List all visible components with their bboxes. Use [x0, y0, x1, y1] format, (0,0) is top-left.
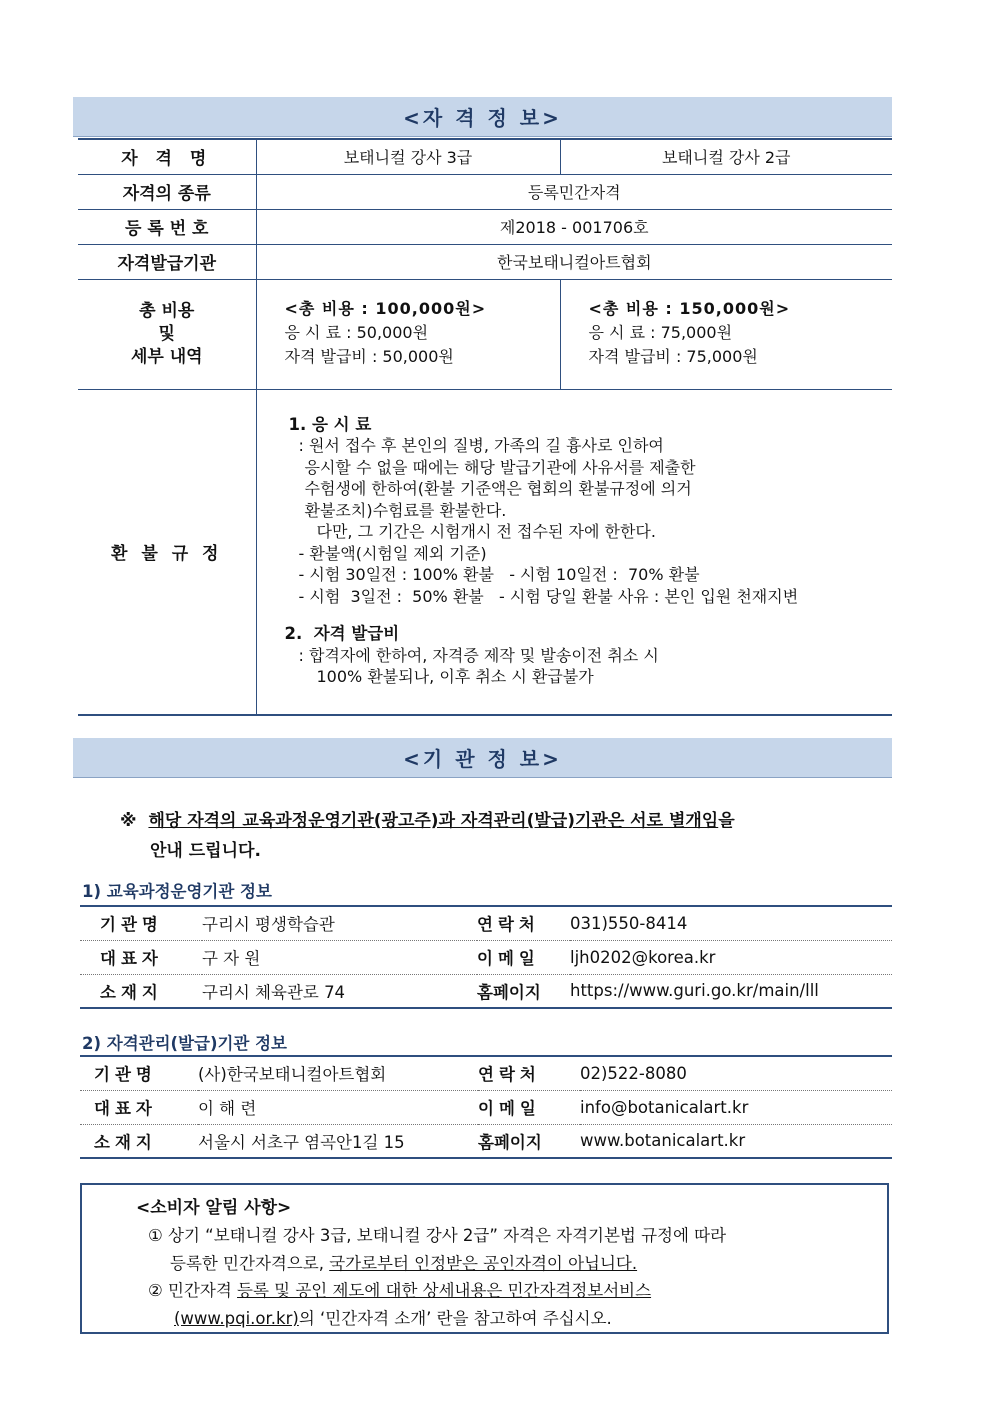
mgmt-address-value: 서울시 서초구 염곡안1길 15 — [198, 1124, 478, 1158]
notice-line-1 — [120, 806, 840, 836]
institution-info-banner — [73, 738, 892, 778]
edu-rep-value: 구 자 원 — [202, 940, 477, 974]
qual-issuer-row — [78, 244, 892, 279]
notice — [120, 806, 840, 866]
mgmt-email-value: info@botanicalart.kr — [580, 1090, 892, 1124]
mgmt-institution-title: 2) 자격관리(발급)기관 정보 — [82, 1034, 287, 1053]
refund-line-4: 환불조치)수험료를 환불한다. — [304, 500, 507, 520]
cost-label-line-2: 및 — [158, 323, 175, 344]
refund-line-6: - 환불액(시험일 제외 기준) — [298, 543, 487, 563]
qualification-table — [78, 138, 892, 716]
edu-institution-title: 1) 교육과정운영기관 정보 — [82, 882, 272, 901]
cost-label-line-3: 세부 내역 — [130, 346, 203, 367]
cost-2-header: <총 비용 : 150,000원> — [588, 299, 791, 318]
consumer-notice-line-3a: ② 민간자격 — [148, 1281, 238, 1300]
edu-institution-table — [80, 905, 892, 1009]
refund-line-8: - 시험 3일전 : 50% 환불 - 시험 당일 환불 사유 : 본인 입원 천재지변 — [298, 586, 799, 606]
notice-text-underlined: 해당 자격의 교육과정운영기관(광고주)과 자격관리(발급)기관은 서로 별개임 — [148, 811, 719, 831]
notice-text-tail: 을 — [718, 811, 735, 831]
qual-issuer-value: 한국보태니컬아트협회 — [256, 244, 892, 279]
refund-line-1: : 원서 접수 후 본인의 질병, 가족의 길 흉사로 인하여 — [298, 436, 664, 456]
qual-refund-content — [256, 389, 892, 715]
edu-homepage-value: https://www.guri.go.kr/main/lll — [570, 974, 892, 1008]
consumer-notice-line-4b: 의 ‘민간자격 소개’ 란을 참고하여 주십시오. — [298, 1309, 612, 1328]
cost-2-issue-fee: 자격 발급비 : 75,000원 — [588, 347, 758, 366]
edu-row-2 — [80, 940, 892, 974]
cost-1-exam-fee: 응 시 료 : 50,000원 — [284, 323, 429, 342]
consumer-notice-line-2 — [170, 1250, 637, 1274]
consumer-notice-line-4 — [174, 1305, 612, 1329]
qual-reg-row — [78, 209, 892, 244]
mgmt-row-3 — [80, 1124, 892, 1158]
notice-mark: ※ — [120, 811, 137, 831]
mgmt-row-2 — [80, 1090, 892, 1124]
mgmt-contact-label: 연락처 — [478, 1056, 580, 1090]
qual-type-row — [78, 174, 892, 209]
consumer-notice-line-3b: 등록 및 공인 제도에 대한 상세내용은 민간자격정보서비스 — [237, 1281, 652, 1300]
edu-email-value: ljh0202@korea.kr — [570, 940, 892, 974]
edu-name-value: 구리시 평생학습관 — [202, 906, 477, 940]
mgmt-homepage-value: www.botanicalart.kr — [580, 1124, 892, 1158]
institution-info-title: <기 관 정 보> — [403, 747, 562, 771]
refund-line-7: - 시험 30일전 : 100% 환불 - 시험 10일전 : 70% 환불 — [298, 565, 700, 585]
edu-contact-label: 연락처 — [477, 906, 570, 940]
qualification-info-title: <자 격 정 보> — [403, 106, 562, 130]
refund-line-9: : 합격자에 한하여, 자격증 제작 및 발송이전 취소 시 — [298, 645, 659, 665]
consumer-notice-box — [80, 1183, 889, 1334]
qual-name-1: 보태니컬 강사 3급 — [256, 139, 560, 174]
mgmt-address-label: 소재지 — [80, 1124, 198, 1158]
edu-row-3 — [80, 974, 892, 1008]
mgmt-contact-value: 02)522-8080 — [580, 1056, 892, 1090]
qual-reg-value: 제2018 - 001706호 — [256, 209, 892, 244]
consumer-notice-title: <소비자 알림 사항> — [136, 1198, 292, 1218]
refund-heading-1: 1. 응 시 료 — [288, 414, 372, 434]
consumer-notice-line-3 — [148, 1277, 651, 1301]
cost-1-header: <총 비용 : 100,000원> — [284, 299, 487, 318]
consumer-notice-line-1: ① 상기 “보태니컬 강사 3급, 보태니컬 강사 2급” 자격은 자격기본법 규정에 따라 — [148, 1226, 727, 1245]
qual-cost-label — [78, 279, 256, 389]
qual-cost-grade2 — [560, 279, 892, 389]
edu-rep-label: 대표자 — [80, 940, 202, 974]
consumer-notice-line-2a: 등록한 민간자격으로, — [170, 1254, 330, 1273]
qualification-info-banner — [73, 97, 892, 137]
consumer-notice-line-2b: 국가로부터 인정받은 공인자격이 아닙니다. — [329, 1254, 638, 1273]
mgmt-name-value: (사)한국보태니컬아트협회 — [198, 1056, 478, 1090]
qual-cost-row — [78, 279, 892, 389]
edu-address-value: 구리시 체육관로 74 — [202, 974, 477, 1008]
qual-refund-row — [78, 389, 892, 715]
notice-line-2: 안내 드립니다. — [150, 841, 261, 861]
qual-name-2: 보태니컬 강사 2급 — [560, 139, 892, 174]
mgmt-rep-label: 대표자 — [80, 1090, 198, 1124]
qual-type-label: 자격의 종류 — [78, 174, 256, 209]
edu-address-label: 소재지 — [80, 974, 202, 1008]
qual-name-label: 자 격 명 — [78, 139, 256, 174]
edu-row-1 — [80, 906, 892, 940]
edu-contact-value: 031)550-8414 — [570, 906, 892, 940]
refund-line-2: 응시할 수 없을 때에는 해당 발급기관에 사유서를 제출한 — [304, 457, 696, 477]
edu-email-label: 이메일 — [477, 940, 570, 974]
qual-cost-grade3 — [256, 279, 560, 389]
mgmt-rep-value: 이 해 련 — [198, 1090, 478, 1124]
qual-type-value: 등록민간자격 — [256, 174, 892, 209]
refund-line-10: 100% 환불되나, 이후 취소 시 환급불가 — [316, 667, 594, 687]
refund-line-5: 다만, 그 기간은 시험개시 전 접수된 자에 한한다. — [316, 522, 656, 542]
cost-label-line-1: 총 비용 — [139, 300, 195, 321]
edu-homepage-label: 홈페이지 — [477, 974, 570, 1008]
mgmt-email-label: 이메일 — [478, 1090, 580, 1124]
qual-reg-label: 등 록 번 호 — [78, 209, 256, 244]
edu-name-label: 기관명 — [80, 906, 202, 940]
mgmt-institution-table — [80, 1055, 892, 1159]
mgmt-name-label: 기관명 — [80, 1056, 198, 1090]
cost-2-exam-fee: 응 시 료 : 75,000원 — [588, 323, 733, 342]
qual-refund-label: 환 불 규 정 — [78, 389, 256, 715]
refund-heading-2: 2. 자격 발급비 — [284, 624, 400, 644]
qual-issuer-label: 자격발급기관 — [78, 244, 256, 279]
refund-line-3: 수험생에 한하여(환불 기준액은 협회의 환불규정에 의거 — [304, 479, 692, 499]
qual-name-row — [78, 139, 892, 174]
cost-1-issue-fee: 자격 발급비 : 50,000원 — [284, 347, 454, 366]
mgmt-homepage-label: 홈페이지 — [478, 1124, 580, 1158]
mgmt-row-1 — [80, 1056, 892, 1090]
pqi-link[interactable]: (www.pqi.or.kr) — [174, 1309, 299, 1328]
